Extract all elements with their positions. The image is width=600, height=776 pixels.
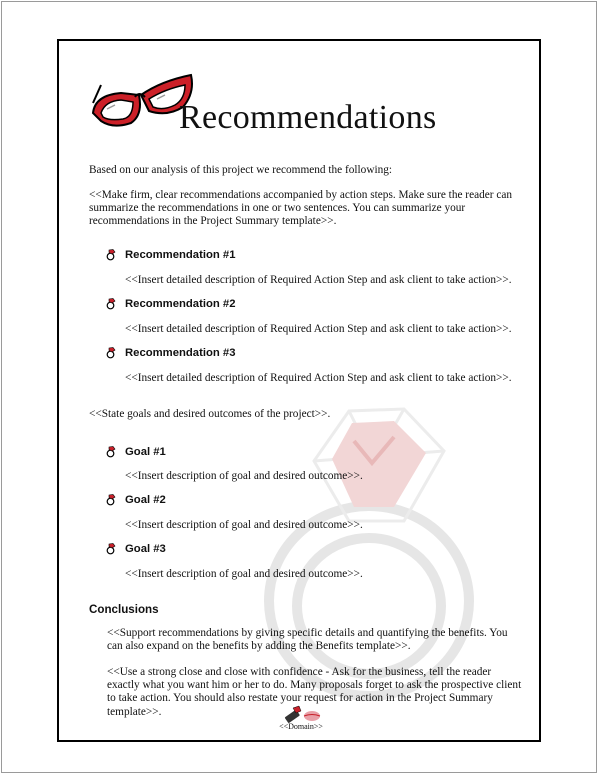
document-page <box>57 39 541 742</box>
goal-3-title: Goal #3 <box>125 543 166 555</box>
goal-2-title: Goal #2 <box>125 494 166 506</box>
ring-bullet-icon <box>106 298 116 310</box>
conclusions-paragraph-1: <<Support recommendations by giving specific details and quantifying the benefits. You can also expand on the benefits by adding the Benefits template>>. <box>107 627 508 653</box>
ring-bullet-icon <box>106 494 116 506</box>
conclusions-paragraph-2: <<Use a strong close and close with confidence - Ask for the business, tell the reader exactly what you want him or her to do. Many proposals forget to ask the prospective client to take action. You should also restate your request for action in the Project Summary template>>. <box>107 666 522 718</box>
goal-2-desc: <<Insert description of goal and desired outcome>>. <box>125 519 363 531</box>
conclusions-heading: Conclusions <box>89 603 159 616</box>
ring-bullet-icon <box>106 446 116 458</box>
ring-bullet-icon <box>106 347 116 359</box>
recommendation-2-title: Recommendation #2 <box>125 298 236 310</box>
recommendation-3-title: Recommendation #3 <box>125 347 236 359</box>
recommendation-2-desc: <<Insert detailed description of Required Action Step and ask client to take action>>. <box>125 323 512 335</box>
recommendation-1-desc: <<Insert detailed description of Required Action Step and ask client to take action>>. <box>125 274 512 286</box>
page-title: Recommendations <box>179 99 437 136</box>
ring-bullet-icon <box>106 543 116 555</box>
goal-3-desc: <<Insert description of goal and desired outcome>>. <box>125 568 363 580</box>
lead-paragraph: <<Make firm, clear recommendations accompanied by action steps. Make sure the reader can summarize the recommendations in one or two sentences. You can summarize your recommendations in the Project Summary template>>. <box>89 189 513 228</box>
goals-intro: <<State goals and desired outcomes of the project>>. <box>89 408 331 420</box>
goal-1-desc: <<Insert description of goal and desired outcome>>. <box>125 470 363 482</box>
intro-paragraph: Based on our analysis of this project we recommend the following: <box>89 164 393 176</box>
ring-bullet-icon <box>106 249 116 261</box>
recommendation-1-title: Recommendation #1 <box>125 249 236 261</box>
footer-domain: <<Domain>> <box>279 722 323 731</box>
recommendation-3-desc: <<Insert detailed description of Required Action Step and ask client to take action>>. <box>125 372 512 384</box>
goal-1-title: Goal #1 <box>125 446 166 458</box>
